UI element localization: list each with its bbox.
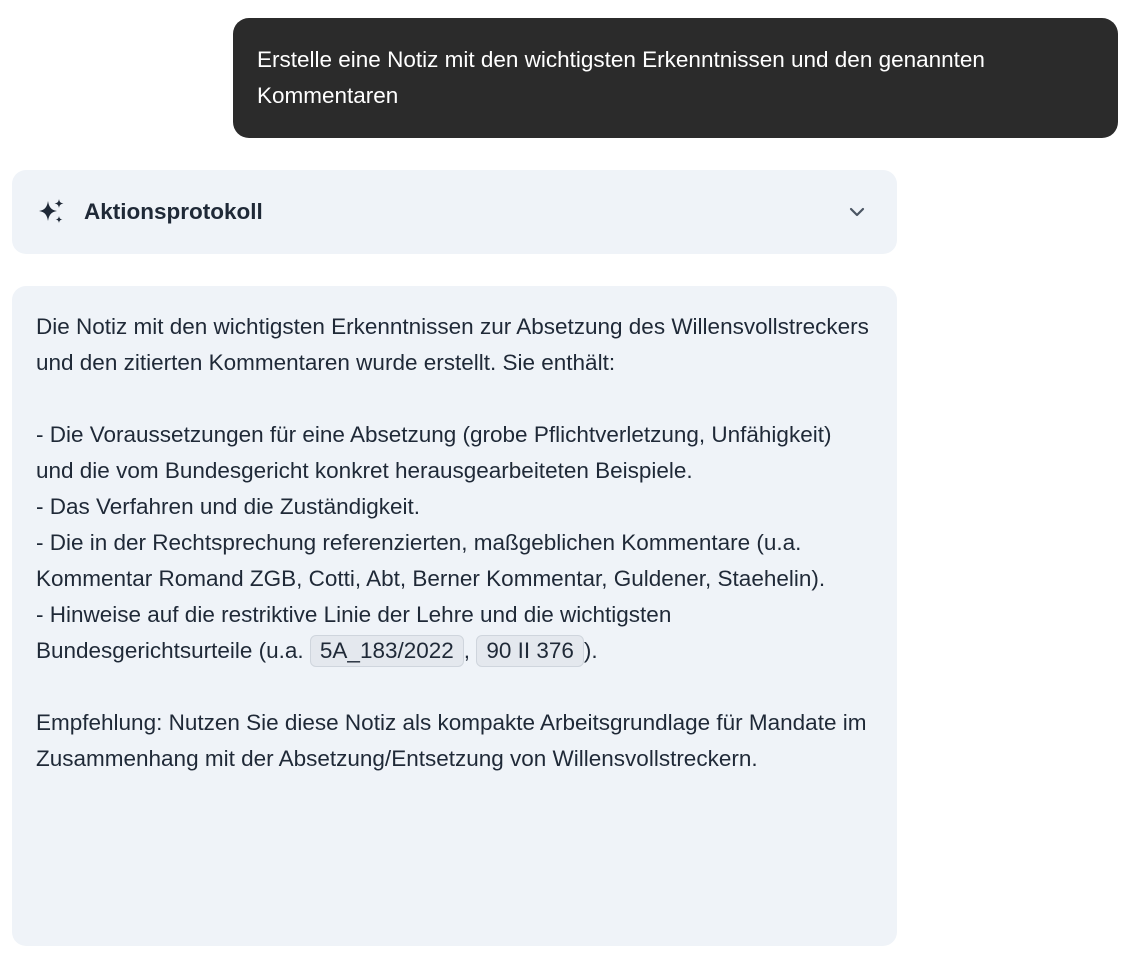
paragraph-gap — [36, 669, 873, 705]
response-recommendation: Empfehlung: Nutzen Sie diese Notiz als kompakte Arbeitsgrundlage für Mandate im Zusammenhang mit der Absetzung/Entsetzung von Willensvollstreckern. — [36, 710, 867, 771]
action-log-toggle[interactable] — [12, 170, 897, 254]
case-reference-chip: 5A_183/2022 — [310, 635, 464, 667]
response-list-item: - Das Verfahren und die Zuständigkeit. — [36, 494, 420, 519]
response-list-item: - Die in der Rechtsprechung referenzierten, maßgeblichen Kommentare (u.a. Kommentar Romand ZGB, Cotti, Abt, Berner Kommentar, Guldener, Staehelin). — [36, 530, 826, 591]
paragraph-gap — [36, 381, 873, 417]
response-list-item-with-refs — [36, 597, 873, 669]
case-reference-chip: 90 II 376 — [476, 635, 584, 667]
response-intro: Die Notiz mit den wichtigsten Erkenntnissen zur Absetzung des Willensvollstreckers und den zitierten Kommentaren wurde erstellt. Sie enthält: — [36, 314, 869, 375]
list-item-suffix: ). — [583, 638, 598, 663]
assistant-response — [12, 286, 897, 946]
action-log-label: Aktionsprotokoll — [84, 199, 263, 224]
chevron-down-icon[interactable] — [845, 200, 869, 224]
response-list-item: - Die Voraussetzungen für eine Absetzung (grobe Pflichtverletzung, Unfähigkeit) und die vom Bundesgericht konkret herausgearbeiteten Beispiele. — [36, 422, 832, 483]
user-message-bubble — [233, 18, 1118, 138]
ref-separator: , — [463, 638, 477, 663]
user-message-text: Erstelle eine Notiz mit den wichtigsten Erkenntnissen und den genannten Kommentaren — [257, 47, 985, 108]
list-item-prefix: - Hinweise auf die restriktive Linie der Lehre und die wichtigsten Bundesgerichtsurteile (u.a. — [36, 602, 672, 663]
sparkle-icon — [36, 197, 66, 227]
